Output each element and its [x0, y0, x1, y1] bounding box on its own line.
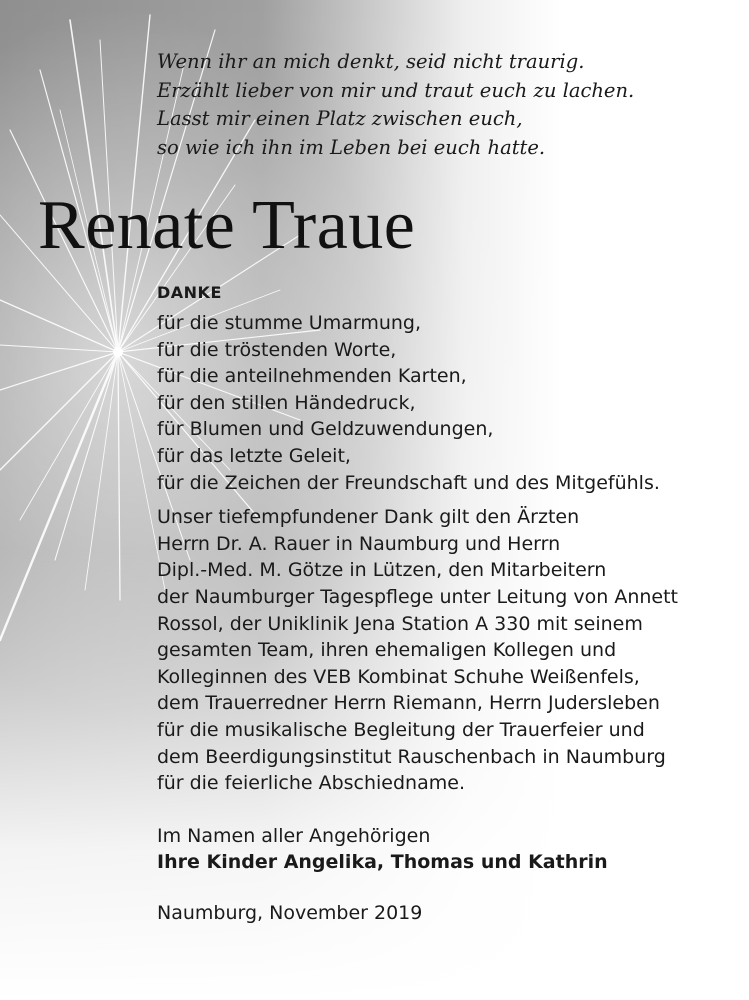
- paragraph-line: gesamten Team, ihren ehemaligen Kollegen und: [157, 639, 617, 662]
- thanks-item: für den stillen Händedruck,: [157, 391, 416, 414]
- paragraph-line: Unser tiefempfundener Dank gilt den Ärzten: [157, 506, 580, 529]
- memorial-poem: [157, 48, 634, 162]
- spacer: [157, 797, 727, 823]
- signature-names: Ihre Kinder Angelika, Thomas und Kathrin: [157, 851, 608, 874]
- deceased-name: Renate Traue: [38, 187, 416, 264]
- thanks-list: [157, 310, 727, 496]
- paragraph-line: Kolleginnen des VEB Kombinat Schuhe Weißenfels,: [157, 665, 640, 688]
- paragraph-line: der Naumburger Tagespflege unter Leitung von Annett: [157, 585, 678, 608]
- thanks-item: für die stumme Umarmung,: [157, 312, 422, 334]
- paragraph-line: Rossol, der Uniklinik Jena Station A 330 mit seinem: [157, 612, 643, 635]
- poem-line: Erzählt lieber von mir und traut euch zu lachen.: [157, 78, 635, 102]
- paragraph-line: Dipl.-Med. M. Götze in Lützen, den Mitarbeitern: [157, 559, 607, 582]
- thanks-item: für die tröstenden Worte,: [157, 338, 397, 361]
- thanks-item: für die anteilnehmenden Karten,: [157, 365, 467, 388]
- signature-intro: Im Namen aller Angehörigen: [157, 824, 431, 847]
- poem-line: so wie ich ihn im Leben bei euch hatte.: [157, 135, 546, 159]
- thanks-item: für das letzte Geleit,: [157, 444, 351, 467]
- poem-line: Wenn ihr an mich denkt, seid nicht traurig.: [157, 50, 585, 73]
- spacer: [157, 496, 727, 504]
- thanks-item: für Blumen und Geldzuwendungen,: [157, 418, 494, 441]
- spacer: [157, 876, 727, 900]
- place-date: Naumburg, November 2019: [157, 901, 423, 924]
- thanks-item: für die Zeichen der Freundschaft und des Mitgefühls.: [157, 471, 660, 494]
- paragraph-line: für die feierliche Abschiedname.: [157, 772, 465, 795]
- thanks-section: [157, 280, 727, 926]
- paragraph-line: dem Beerdigungsinstitut Rauschenbach in Naumburg: [157, 745, 666, 768]
- paragraph-line: Herrn Dr. A. Rauer in Naumburg und Herrn: [157, 532, 561, 555]
- dank-paragraph: [157, 504, 727, 797]
- poem-line: Lasst mir einen Platz zwischen euch,: [157, 107, 523, 130]
- paragraph-line: für die musikalische Begleitung der Trauerfeier und: [157, 718, 645, 741]
- thanks-heading: DANKE: [157, 283, 222, 302]
- signature-block: [157, 823, 727, 876]
- paragraph-line: dem Trauerredner Herrn Riemann, Herrn Judersleben: [157, 692, 660, 715]
